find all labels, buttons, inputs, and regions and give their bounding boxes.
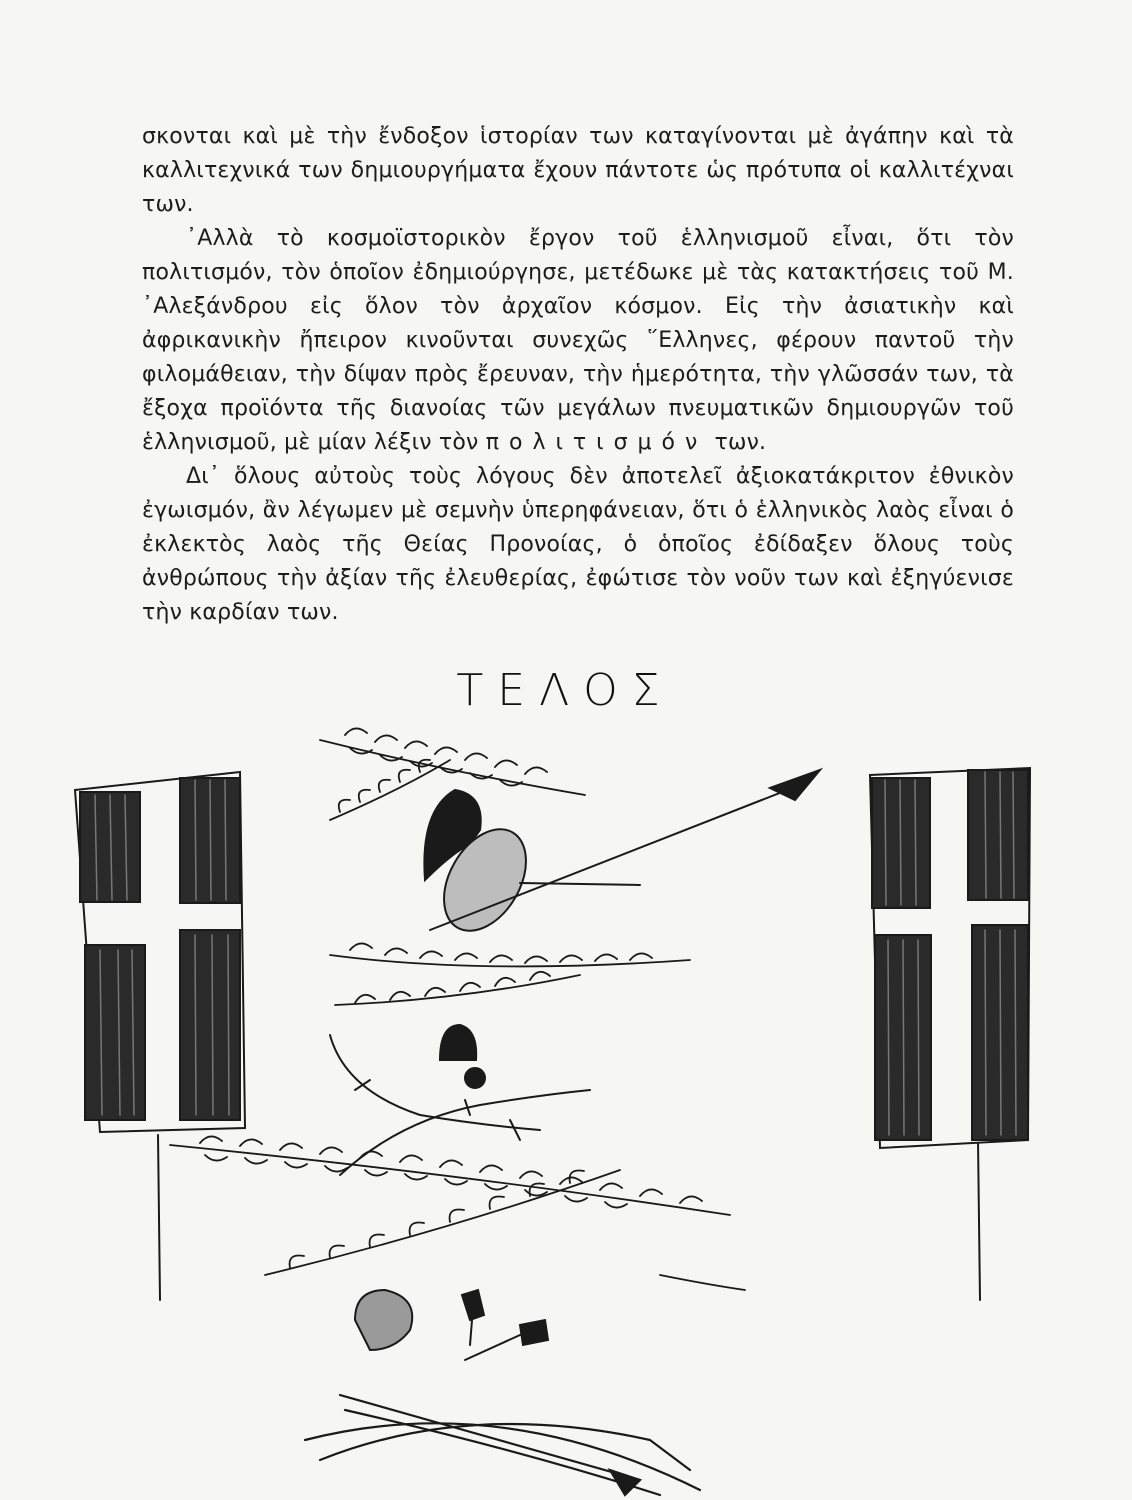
laurel-branch-icon [170,1136,745,1290]
left-flag-icon [75,772,245,1300]
paragraph-1: σκονται καὶ μὲ τὴν ἔνδοξον ἱστορίαν των καταγίνονται μὲ ἀγάπην καὶ τὰ καλλιτεχνικά των δημιουργήματα ἔχουν πάντοτε ὡς πρότυπα οἱ καλλιτέχναι των. [142,124,1014,217]
spaced-word: πολιτισμόν [485,430,708,455]
paragraph-2-text: ᾿Αλλὰ τὸ κοσμοϊστορικὸν ἔργον τοῦ ἑλληνισμοῦ εἶναι, ὅτι τὸν πολιτισμόν, τὸν ὁποῖον ἐδημιούργησε, μετέδωκε μὲ τὰς κατακτήσεις τοῦ Μ. ᾿Αλεξάνδρου εἰς ὅλον τὸν ἀρχαῖον κόσμον. Εἰς τὴν ἀσιατικὴν καὶ ἀφρικανικὴν ἤπειρον κινοῦνται συνεχῶς ῞Ελληνες, φέρουν παντοῦ τὴν φιλομάθειαν, τὴν δίψαν πρὸς ἔρευναν, τὴν ἡμερότητα, τὴν γλῶσσάν των, τὰ ἔξοχα προϊόντα τῆς διανοίας τῶν μεγάλων πνευματικῶν δημιουργῶν τοῦ ἑλληνισμοῦ, μὲ μίαν λέξιν τὸν [142,226,1014,455]
paragraph-2-end: των. [714,430,767,455]
right-flag-icon [870,768,1030,1300]
axe-icon [462,1290,548,1360]
laurel-branch-icon [330,943,690,1005]
drawing-title: ΤΕΛΟΣ [456,665,674,716]
paragraph-3: Δι᾿ ὅλους αὐτοὺς τοὺς λόγους δὲν ἀποτελεῖ ἀξιοκατάκριτον ἐθνικὸν ἐγωισμόν, ἂν λέγωμεν μὲ σεμνὴν ὑπερηφάνειαν, ὅτι ὁ ἑλληνικὸς λαὸς εἶναι ὁ ἐκλεκτὸς λαὸς τῆς Θείας Προνοίας, ὁ ὁποῖος ἐδίδαξεν ὅλους τοὺς ἀνθρώπους τὴν ἀξίαν τῆς ἐλευθερίας, ἐφώτισε τὸν νοῦν των καὶ ἐξηγύενισε τὴν καρδίαν των. [142,464,1014,625]
small-helmet-icon [440,1025,485,1088]
rock-icon [355,1290,412,1350]
crossed-spears-icon [305,1395,700,1495]
